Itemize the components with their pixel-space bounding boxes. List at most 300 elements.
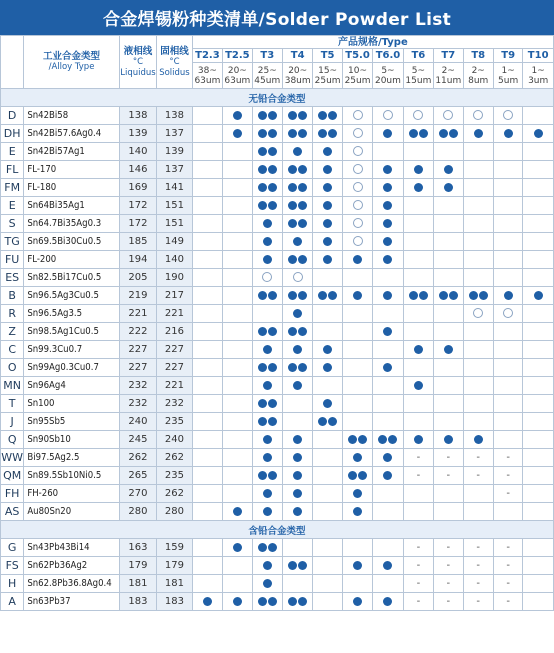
filled-dot-icon [469,291,478,300]
availability-cell [403,305,433,323]
liquidus-value: 181 [119,575,157,593]
liquidus-value: 270 [119,485,157,503]
type-range-max: 25um [344,75,371,86]
availability-cell [252,287,282,305]
filled-dot-icon [383,291,392,300]
filled-dot-icon [258,147,267,156]
solidus-value: 227 [157,359,193,377]
availability-cell [313,431,342,449]
availability-cell [223,233,252,251]
solidus-value: 151 [157,197,193,215]
availability-cell [463,287,493,305]
availability-cell [252,413,282,431]
availability-cell [342,305,372,323]
type-range-min: 15~ [318,65,338,76]
availability-cell [223,593,252,611]
availability-cell [434,143,463,161]
filled-dot-icon [383,165,392,174]
availability-cell [342,593,372,611]
table-row [1,233,554,251]
alloy-code: FH [1,485,24,503]
availability-cell [342,575,372,593]
table-row [1,341,554,359]
table-row [1,593,554,611]
availability-cell [252,377,282,395]
open-circle-icon [473,308,483,318]
filled-dot-icon [298,597,307,606]
dash-mark: - [476,560,481,571]
table-row [1,467,554,485]
availability-cell [523,287,554,305]
table-row [1,287,554,305]
open-circle-icon [503,110,513,120]
alloy-name: Sn62.8Pb36.8Ag0.4 [24,575,119,593]
liquidus-unit: °C [132,56,144,67]
filled-dot-icon [258,111,267,120]
liquidus-value: 163 [119,539,157,557]
filled-dot-icon [419,129,428,138]
table-header [1,36,554,89]
filled-dot-icon [288,183,297,192]
availability-cell [523,179,554,197]
liquidus-value: 245 [119,431,157,449]
table-row [1,485,554,503]
availability-cell [252,143,282,161]
liquidus-value: 172 [119,215,157,233]
filled-dot-icon [263,345,272,354]
availability-cell [252,575,282,593]
availability-cell [192,467,222,485]
liquidus-value: 219 [119,287,157,305]
alloy-code: E [1,197,24,215]
filled-dot-icon [288,597,297,606]
solidus-value: 235 [157,467,193,485]
availability-cell [434,557,463,575]
availability-cell [463,107,493,125]
dash-mark: - [506,488,510,499]
type-range-min: 5~ [411,65,426,76]
availability-cell [192,305,222,323]
open-circle-icon [503,308,513,318]
filled-dot-icon [293,489,302,498]
availability-cell [313,377,342,395]
availability-cell [434,125,463,143]
availability-cell [192,341,222,359]
type-range [282,63,312,89]
filled-dot-icon [298,165,307,174]
availability-cell [523,359,554,377]
availability-cell [493,269,522,287]
filled-dot-icon [298,129,307,138]
availability-cell [434,539,463,557]
solidus-value: 190 [157,269,193,287]
alloy-name: Sn99Ag0.3Cu0.7 [24,359,119,377]
type-header: T2.5 [223,49,252,63]
filled-dot-icon [318,417,327,426]
filled-dot-icon [474,435,483,444]
filled-dot-icon [258,543,267,552]
availability-cell [493,377,522,395]
filled-dot-icon [348,471,357,480]
table-row [1,431,554,449]
availability-cell [463,485,493,503]
liquidus-value: 183 [119,593,157,611]
availability-cell [493,557,522,575]
availability-cell [493,431,522,449]
open-circle-icon [353,236,363,246]
alloy-code: TG [1,233,24,251]
availability-cell [523,377,554,395]
type-header: T6.0 [373,49,403,63]
availability-cell [373,467,403,485]
availability-cell [493,251,522,269]
availability-cell [493,395,522,413]
liquidus-value: 185 [119,233,157,251]
availability-cell [313,341,342,359]
availability-cell [463,269,493,287]
availability-cell [434,503,463,521]
availability-cell [434,449,463,467]
liquidus-value: 172 [119,197,157,215]
availability-cell [493,215,522,233]
open-circle-icon [353,200,363,210]
table-row [1,269,554,287]
availability-cell [282,593,312,611]
availability-cell [523,557,554,575]
availability-cell [373,323,403,341]
filled-dot-icon [449,291,458,300]
alloy-code: S [1,215,24,233]
availability-cell [493,323,522,341]
availability-cell [252,107,282,125]
dash-mark: - [446,470,451,481]
availability-cell [373,197,403,215]
availability-cell [463,197,493,215]
availability-cell [282,179,312,197]
availability-cell [223,485,252,503]
availability-cell [223,107,252,125]
filled-dot-icon [323,255,332,264]
open-circle-icon [353,164,363,174]
type-range-max: 11um [435,75,462,86]
dash-mark: - [476,596,481,607]
filled-dot-icon [288,111,297,120]
availability-cell [434,161,463,179]
filled-dot-icon [323,147,332,156]
availability-cell [463,557,493,575]
filled-dot-icon [328,111,337,120]
type-range-max: 20um [374,75,401,86]
alloy-code: WW [1,449,24,467]
availability-cell [434,323,463,341]
availability-cell [282,269,312,287]
availability-cell [403,287,433,305]
dash-mark: - [416,542,421,553]
availability-cell [434,107,463,125]
filled-dot-icon [383,201,392,210]
filled-dot-icon [298,201,307,210]
liquidus-header [119,36,157,89]
filled-dot-icon [444,435,453,444]
availability-cell [493,197,522,215]
filled-dot-icon [348,435,357,444]
filled-dot-icon [383,237,392,246]
filled-dot-icon [298,363,307,372]
alloy-code: MN [1,377,24,395]
liquidus-value: 232 [119,377,157,395]
availability-cell [342,467,372,485]
availability-cell [282,359,312,377]
availability-cell [463,377,493,395]
availability-cell [313,539,342,557]
availability-cell [434,233,463,251]
availability-cell [223,557,252,575]
availability-cell [373,593,403,611]
availability-cell [403,539,433,557]
filled-dot-icon [268,165,277,174]
open-circle-icon [383,110,393,120]
filled-dot-icon [419,291,428,300]
liquidus-en-label: Liquidus [120,67,156,78]
table-row [1,251,554,269]
availability-cell [252,269,282,287]
alloy-name: Sn90Sb10 [24,431,119,449]
type-range-max: 45um [254,75,281,86]
type-range [463,63,493,89]
availability-cell [282,467,312,485]
availability-cell [463,431,493,449]
availability-cell [342,251,372,269]
solidus-unit: °C [169,56,180,67]
open-circle-icon [353,128,363,138]
dash-mark: - [476,470,481,481]
alloy-name: FL-200 [24,251,119,269]
availability-cell [373,503,403,521]
availability-cell [342,215,372,233]
availability-cell [282,287,312,305]
alloy-code: H [1,575,24,593]
availability-cell [373,557,403,575]
availability-cell [463,395,493,413]
availability-cell [313,179,342,197]
availability-cell [223,179,252,197]
availability-cell [523,233,554,251]
availability-cell [313,413,342,431]
availability-cell [523,575,554,593]
availability-cell [434,287,463,305]
filled-dot-icon [293,309,302,318]
filled-dot-icon [534,291,543,300]
filled-dot-icon [288,201,297,210]
filled-dot-icon [353,255,362,264]
availability-cell [192,197,222,215]
availability-cell [313,107,342,125]
availability-cell [463,215,493,233]
availability-cell [434,395,463,413]
availability-cell [493,341,522,359]
availability-cell [434,215,463,233]
solidus-value: 139 [157,143,193,161]
filled-dot-icon [444,345,453,354]
dash-mark: - [506,452,510,463]
liquidus-value: 205 [119,269,157,287]
availability-cell [403,269,433,287]
availability-cell [463,539,493,557]
availability-cell [282,341,312,359]
type-range-min: 20~ [288,65,308,76]
availability-cell [223,539,252,557]
availability-cell [223,305,252,323]
availability-cell [223,431,252,449]
table-row [1,503,554,521]
availability-cell [223,449,252,467]
alloy-name: Sn96.5Ag3.5 [24,305,119,323]
filled-dot-icon [298,327,307,336]
filled-dot-icon [439,129,448,138]
type-range [403,63,433,89]
alloy-name: Sn69.5Bi30Cu0.5 [24,233,119,251]
availability-cell [403,413,433,431]
type-range [223,63,252,89]
alloy-name: Sn98.5Ag1Cu0.5 [24,323,119,341]
availability-cell [192,593,222,611]
availability-cell [313,503,342,521]
availability-cell [493,575,522,593]
availability-cell [523,485,554,503]
type-range-max: 15um [405,75,432,86]
availability-cell [282,431,312,449]
availability-cell [313,575,342,593]
solidus-value: 240 [157,431,193,449]
availability-cell [493,233,522,251]
availability-cell [192,575,222,593]
availability-cell [252,503,282,521]
dash-mark: - [506,578,510,589]
filled-dot-icon [318,291,327,300]
filled-dot-icon [383,453,392,462]
alloy-name: Sn62Pb36Ag2 [24,557,119,575]
availability-cell [403,449,433,467]
availability-cell [342,377,372,395]
open-circle-icon [293,272,303,282]
alloy-name: FL-180 [24,179,119,197]
open-circle-icon [353,146,363,156]
availability-cell [523,593,554,611]
alloy-code: D [1,107,24,125]
table-row [1,125,554,143]
availability-cell [373,485,403,503]
type-header: T4 [282,49,312,63]
availability-cell [463,575,493,593]
alloy-code: T [1,395,24,413]
availability-cell [313,251,342,269]
dash-mark: - [446,578,451,589]
availability-cell [434,593,463,611]
availability-cell [282,413,312,431]
availability-cell [463,233,493,251]
filled-dot-icon [323,219,332,228]
availability-cell [493,161,522,179]
availability-cell [434,359,463,377]
filled-dot-icon [263,561,272,570]
type-range-min: 1~ [501,65,515,76]
solidus-value: 262 [157,449,193,467]
table-row [1,557,554,575]
open-circle-icon [443,110,453,120]
availability-cell [342,143,372,161]
table-row [1,107,554,125]
open-circle-icon [353,110,363,120]
page-title: 合金焊锡粉种类清单/Solder Powder List [0,0,554,35]
type-range-min: 5~ [381,65,395,76]
alloy-name: FL-170 [24,161,119,179]
alloy-type-label: 工业合金类型 [43,51,101,62]
filled-dot-icon [383,561,392,570]
filled-dot-icon [263,219,272,228]
availability-cell [523,251,554,269]
availability-cell [192,413,222,431]
filled-dot-icon [353,597,362,606]
filled-dot-icon [258,363,267,372]
availability-cell [252,467,282,485]
availability-cell [373,305,403,323]
type-header: T10 [523,49,554,63]
type-range-min: 10~ [348,65,368,76]
alloy-code: O [1,359,24,377]
alloy-code: FL [1,161,24,179]
filled-dot-icon [268,129,277,138]
availability-cell [282,125,312,143]
dash-mark: - [506,470,510,481]
type-range-min: 2~ [471,65,485,76]
table-row [1,179,554,197]
alloy-code: J [1,413,24,431]
availability-cell [342,539,372,557]
alloy-name: Sn42Bi57.6Ag0.4 [24,125,119,143]
availability-cell [523,323,554,341]
availability-cell [463,143,493,161]
filled-dot-icon [268,363,277,372]
availability-cell [373,251,403,269]
solidus-value: 159 [157,539,193,557]
filled-dot-icon [409,129,418,138]
availability-cell [252,557,282,575]
filled-dot-icon [268,147,277,156]
filled-dot-icon [293,147,302,156]
filled-dot-icon [383,597,392,606]
solidus-value: 232 [157,395,193,413]
alloy-code: FS [1,557,24,575]
filled-dot-icon [293,237,302,246]
availability-cell [342,107,372,125]
filled-dot-icon [293,381,302,390]
availability-cell [313,215,342,233]
solidus-header [157,36,193,89]
filled-dot-icon [293,453,302,462]
type-range [192,63,222,89]
availability-cell [342,323,372,341]
filled-dot-icon [263,489,272,498]
filled-dot-icon [268,327,277,336]
table-row [1,449,554,467]
filled-dot-icon [263,381,272,390]
availability-cell [463,593,493,611]
solidus-value: 227 [157,341,193,359]
type-range [252,63,282,89]
liquidus-value: 262 [119,449,157,467]
filled-dot-icon [388,435,397,444]
filled-dot-icon [323,165,332,174]
